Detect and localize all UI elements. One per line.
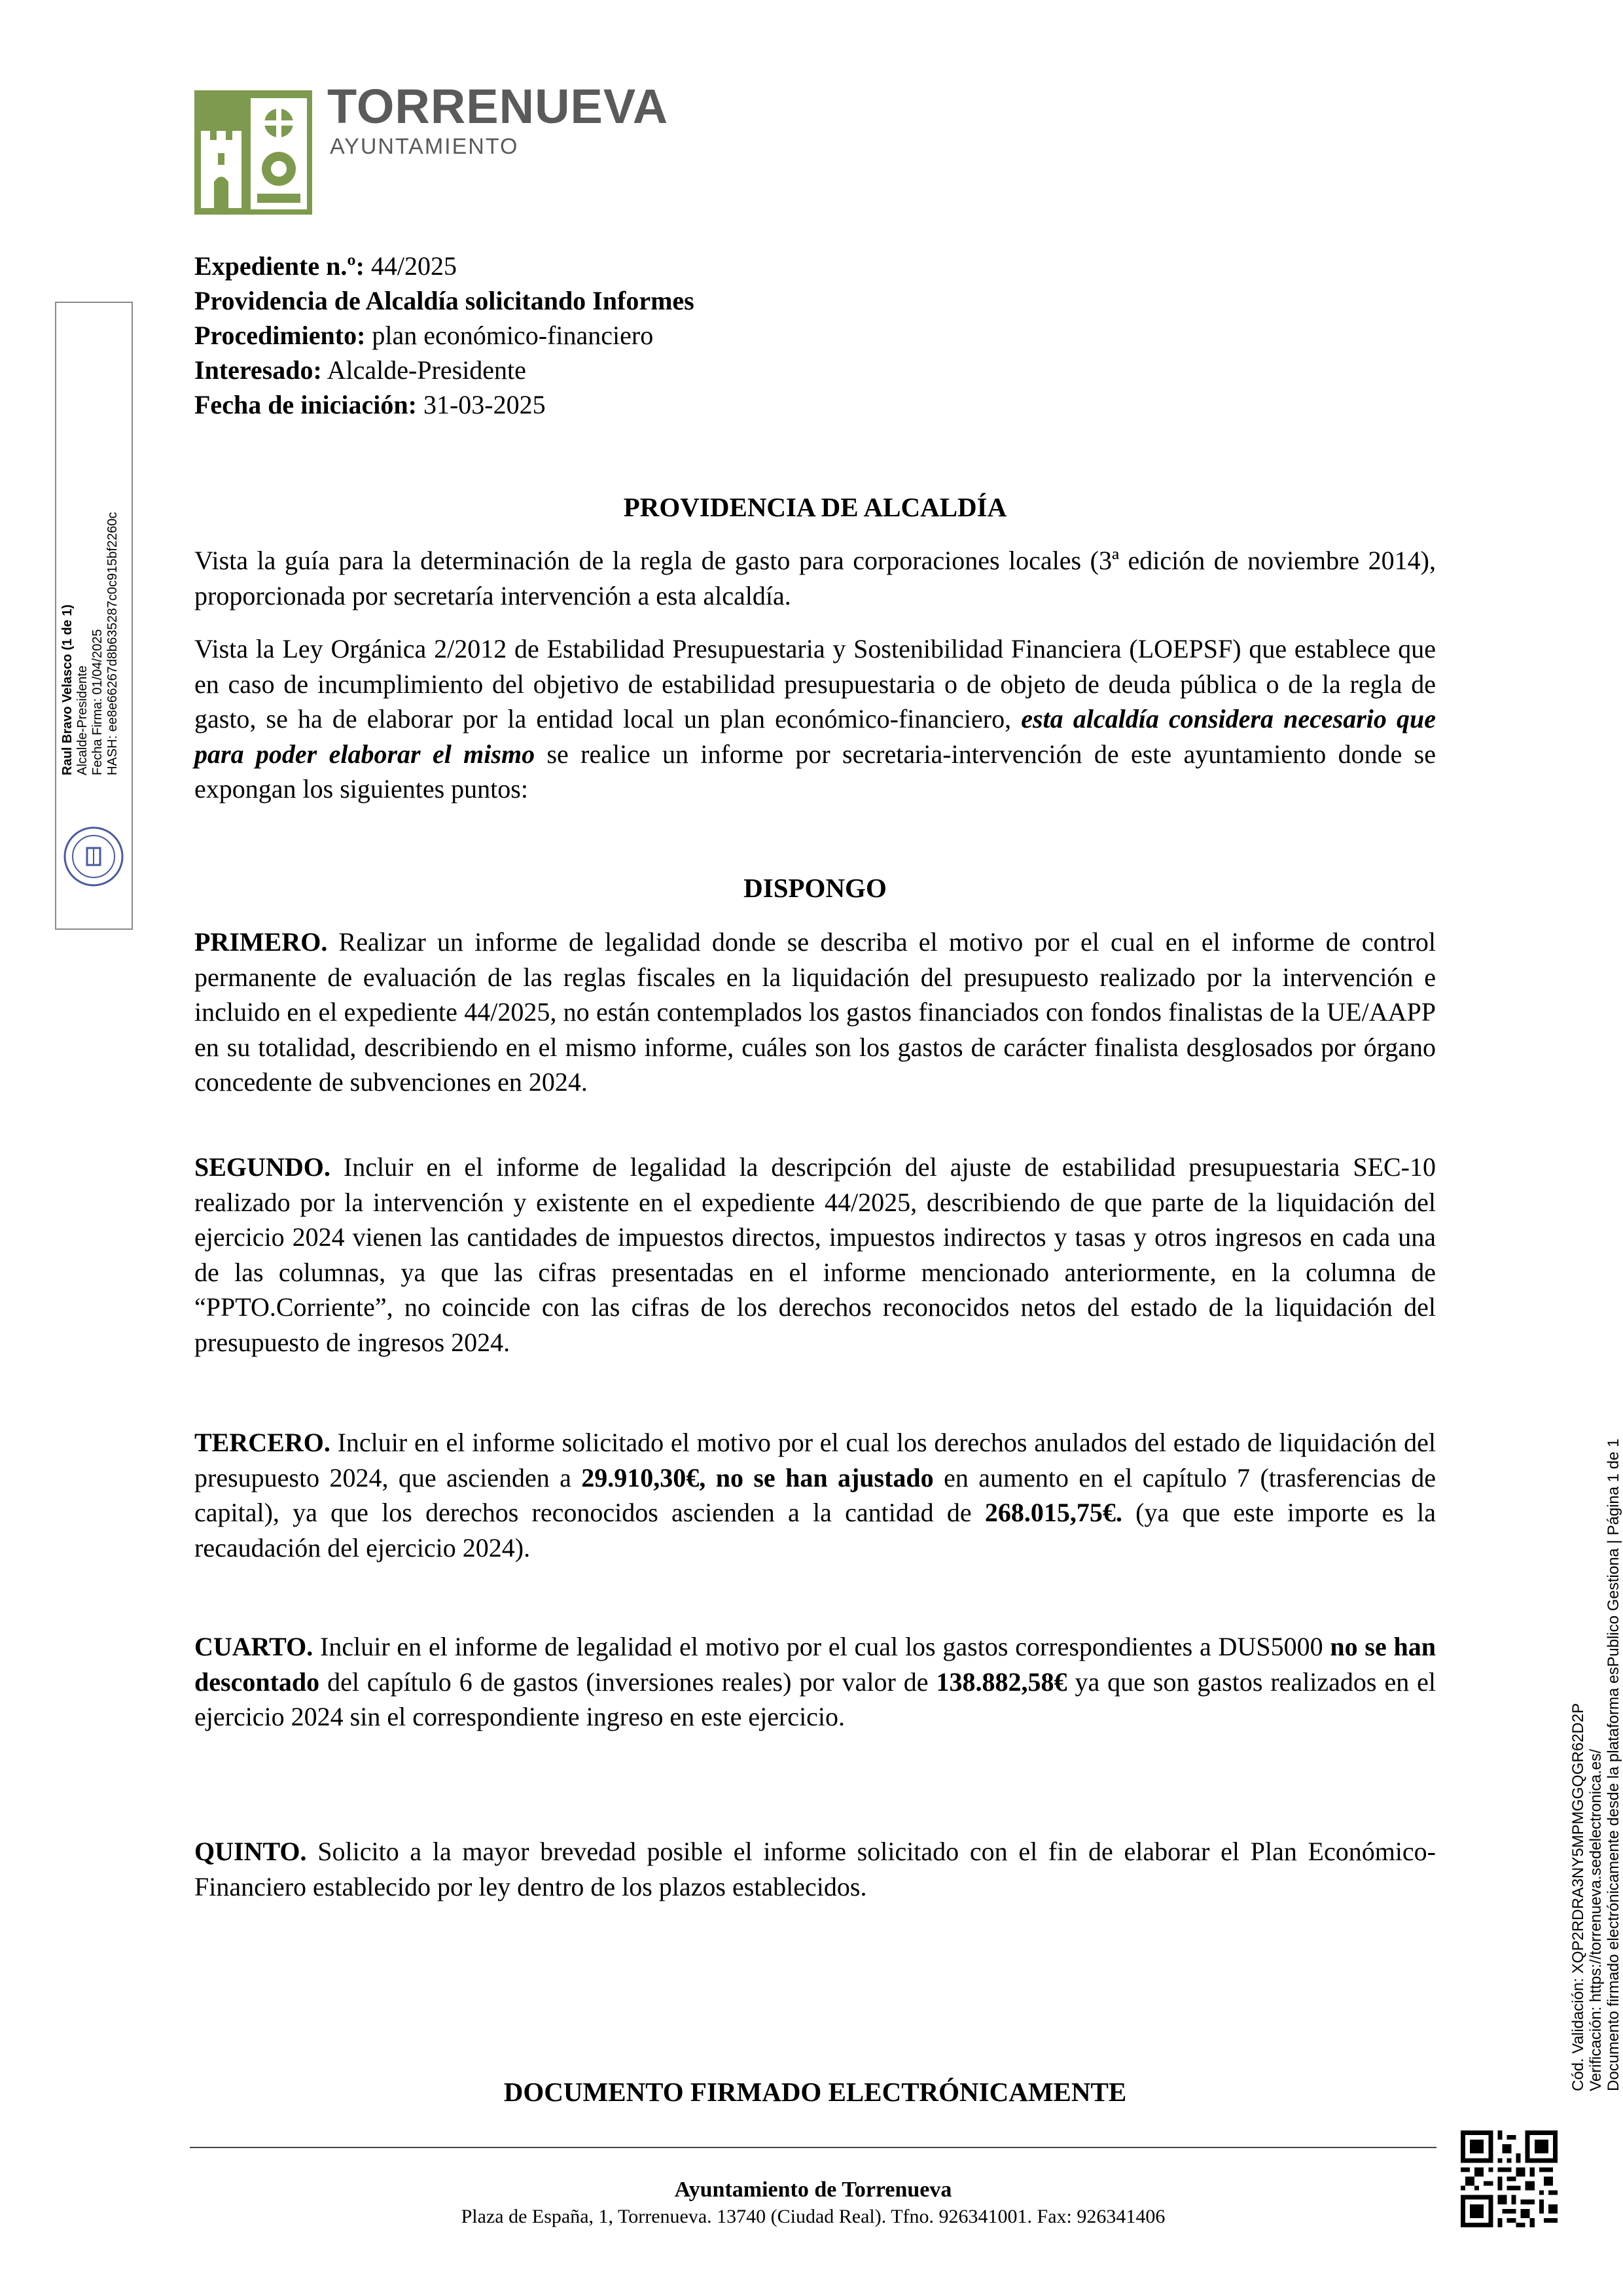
tercero-text-b: en aumento en el capítulo 7 (trasferencias de capital), ya que los derechos reconocidos ascienden a la cantidad de [194,1462,1436,1527]
footer-organization: Ayuntamiento de Torrenueva [674,2178,952,2202]
primero-paragraph [194,925,1436,1100]
signature-hash: HASH: ee8e66267d8b635287c0c915bf2260c [105,512,120,775]
document-type: Providencia de Alcaldía solicitando Informes [194,286,694,315]
cuarto-emphasis: no se han descontado [194,1632,1436,1697]
expediente-value: 44/2025 [370,251,457,281]
tercero-amount-2: 268.015,75€. [984,1498,1122,1527]
signature-stamp-text [60,435,132,775]
footer-divider [190,2147,1436,2148]
interesado-value: Alcalde-Presidente [327,355,526,385]
brand-subtitle: AYUNTAMIENTO [330,134,519,159]
dispongo-heading: DISPONGO [743,873,887,903]
signed-notice: DOCUMENTO FIRMADO ELECTRÓNICAMENTE [503,2077,1127,2107]
procedimiento-value: plan económico-financiero [372,321,654,350]
validation-code: Cód. Validación: XQP2RDRA3NY5MPMGGQGR62D2P [1569,1703,1587,2091]
primero-label: PRIMERO. [194,927,328,957]
quinto-paragraph [194,1834,1436,1904]
tercero-text-a: Incluir en el informe solicitado el motivo por el cual los derechos anulados del estado de liquidación del presupuesto 2024, que ascienden a [194,1428,1436,1492]
cuarto-paragraph [194,1629,1436,1735]
document-type-line [194,283,1438,318]
intro2-emphasis: esta alcaldía considera necesario que para poder elaborar el mismo [194,704,1436,769]
intro-paragraph-1: Vista la guía para la determinación de la regla de gasto para corporaciones locales (3ª edición de noviembre 2014), proporcionada por secretaría intervención a esta alcaldía. [194,546,1436,610]
cuarto-text-a: Incluir en el informe de legalidad el motivo por el cual los gastos correspondientes a DUS5000 [320,1632,1323,1661]
document-meta [194,249,1438,422]
segundo-text: Incluir en el informe de legalidad la descripción del ajuste de estabilidad presupuestaria SEC-10 realizado por la intervención y existente en el expediente 44/2025, describiendo de que parte de la liquidación del ejercicio 2024 vienen las cantidades de impuestos directos, impuestos indirectos y tasas y otros ingresos en cada una de las columnas, ya que las cifras presentadas en el informe mencionado anteriormente, en la columna de “PPTO.Corriente”, no coincide con las cifras de los derechos reconocidos netos del estado de la liquidación del presupuesto de ingresos 2024. [194,1152,1436,1357]
expediente-label: Expediente n.º: [194,251,365,281]
tercero-text-c: (ya que este importe es la recaudación del ejercicio 2024). [194,1498,1436,1563]
footer-address: Plaza de España, 1, Torrenueva. 13740 (Ciudad Real). Tfno. 926341001. Fax: 926341406 [461,2206,1166,2227]
brand-title: TORRENUEVA [327,79,669,133]
quinto-text: Solicito a la mayor brevedad posible el informe solicitado con el fin de elaborar el Plan Económico-Financiero establecido por ley dentro de los plazos establecidos. [194,1837,1436,1901]
document-title: PROVIDENCIA DE ALCALDÍA [623,492,1007,522]
quinto-label: QUINTO. [194,1837,307,1866]
fecha-label: Fecha de iniciación: [194,390,417,419]
sign-date: Fecha Firma: 01/04/2025 [90,629,105,775]
cuarto-label: CUARTO. [194,1632,313,1661]
intro2-text-b: se realice un informe por secretaria-intervención de este ayuntamiento donde se expongan los siguientes puntos: [194,739,1436,804]
cuarto-text-b: del capítulo 6 de gastos (inversiones reales) por valor de [327,1667,929,1697]
signer-name: Raul Bravo Velasco (1 de 1) [60,604,75,775]
ayuntamiento-logo [194,90,312,215]
verification-strip [1569,1407,1623,2091]
interesado-line [194,353,1438,387]
procedimiento-line [194,318,1438,353]
tercero-label: TERCERO. [194,1428,330,1457]
fecha-value: 31-03-2025 [423,390,546,419]
tercero-paragraph [194,1425,1436,1565]
official-seal-icon [63,826,124,887]
primero-text: Realizar un informe de legalidad donde se describa el motivo por el cual en el informe de control permanente de evaluación de las reglas fiscales en la liquidación del presupuesto realizado por la intervención e incluido en el expediente 44/2025, no están contemplados los gastos financiados con fondos finalistas de la UE/AAPP en su totalidad, describiendo en el mismo informe, cuáles son los gastos de carácter finalista desglosados por órgano concedente de subvenciones en 2024. [194,927,1436,1097]
intro2-text-a: Vista la Ley Orgánica 2/2012 de Estabilidad Presupuestaria y Sostenibilidad Financiera (LOEPSF) que establece que en caso de incumplimiento del objetivo de estabilidad presupuestaria o de objeto de deuda pública o de la regla de gasto, se ha de elaborar por la entidad local un plan económico-financiero, [194,634,1436,733]
tercero-amount-1: 29.910,30€, no se han ajustado [581,1462,934,1492]
fecha-line [194,387,1438,422]
verification-url[interactable]: Verificación: https://torrenueva.sedelectronica.es/ [1587,1749,1605,2091]
cuarto-amount: 138.882,58€ [936,1667,1067,1697]
segundo-label: SEGUNDO. [194,1152,330,1182]
interesado-label: Interesado: [194,355,322,385]
cuarto-text-c: ya que son gastos realizados en el ejercicio 2024 sin el correspondiente ingreso en este ejercicio. [194,1667,1436,1731]
intro-paragraph-2 [194,631,1436,807]
qr-code-icon[interactable] [1461,2130,1558,2227]
segundo-paragraph [194,1150,1436,1360]
procedimiento-label: Procedimiento: [194,321,366,350]
signer-role: Alcalde-Presidente [75,665,90,775]
expediente-line [194,249,1438,283]
platform-notice: Documento firmado electrónicamente desde la plataforma esPublico Gestiona | Página 1 de 1 [1605,1438,1622,2091]
